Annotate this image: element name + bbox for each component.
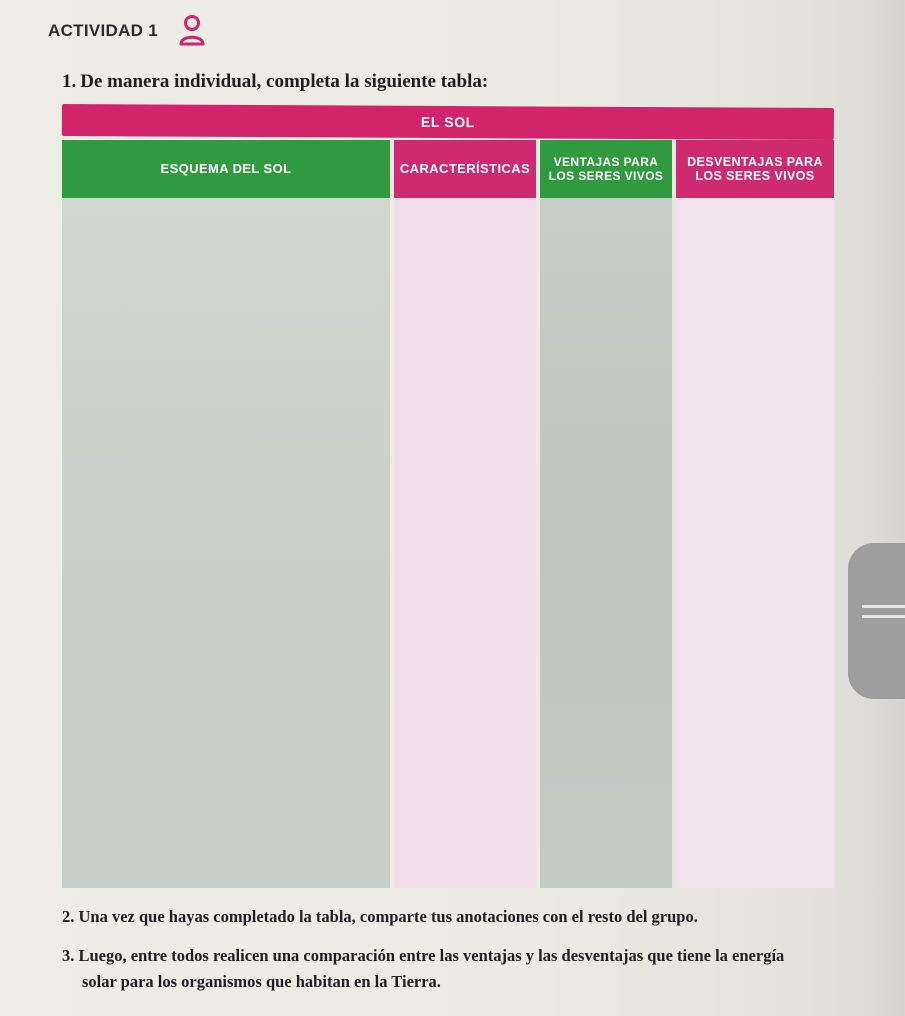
- cell-esquema[interactable]: [62, 198, 390, 888]
- instruction-text: De manera individual, completa la siguiente tabla:: [80, 71, 489, 92]
- table-title: EL SOL: [420, 113, 475, 131]
- sun-table: [62, 104, 834, 888]
- cell-desventajas[interactable]: [676, 198, 834, 888]
- question-3-line1: Luego, entre todos realicen una comparación entre las ventajas y las desventajas que tiene la energía: [78, 946, 785, 965]
- instruction: [62, 71, 488, 93]
- header-desventajas: DESVENTAJAS PARA LOS SERES VIVOS: [676, 140, 834, 198]
- header-caracteristicas: CARACTERÍSTICAS: [394, 140, 536, 198]
- handle-grip-line: [862, 605, 905, 608]
- table-title-bar: [62, 104, 834, 140]
- person-icon: [178, 14, 206, 46]
- activity-title: ACTIVIDAD 1: [48, 21, 159, 40]
- cell-ventajas[interactable]: [540, 198, 672, 888]
- question-3: [62, 943, 862, 995]
- cell-caracteristicas[interactable]: [394, 198, 536, 888]
- header-ventajas: VENTAJAS PARA LOS SERES VIVOS: [540, 140, 672, 198]
- question-2-text: Una vez que hayas completado la tabla, comparte tus anotaciones con el resto del grupo.: [78, 907, 698, 926]
- instruction-number: 1.: [62, 71, 77, 92]
- question-2: [62, 907, 698, 927]
- question-2-number: 2.: [62, 907, 75, 926]
- question-3-number: 3.: [62, 946, 75, 965]
- question-3-line2: solar para los organismos que habitan en la Tierra.: [82, 972, 441, 991]
- header-esquema: ESQUEMA DEL SOL: [62, 140, 390, 198]
- scroll-handle[interactable]: [848, 543, 905, 699]
- handle-grip-line: [862, 615, 905, 618]
